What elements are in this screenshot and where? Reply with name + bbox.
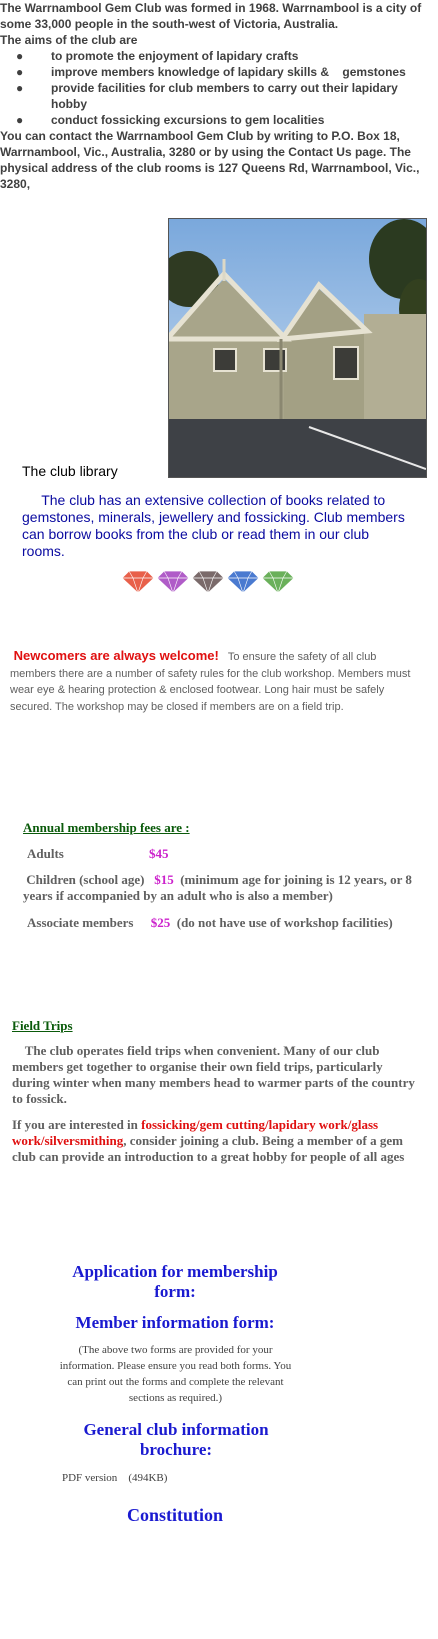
gem-icon bbox=[262, 571, 294, 593]
bullet-icon: ● bbox=[16, 49, 24, 63]
newcomers-highlight: Newcomers are always welcome! bbox=[13, 648, 219, 663]
gem-divider bbox=[120, 569, 300, 595]
intro-paragraph: The Warrnambool Gem Club was formed in 1968. Warrnambool is a city of some 33,000 people in the south-west of Victoria, Australia. bbox=[0, 1, 422, 31]
gem-icons bbox=[120, 569, 300, 595]
newcomers-text: To ensure the safety of all club members there are a number of safety rules for the club workshop. Members must wear eye & hearing protection & enclosed footwear. Long hair must be safely secured. The workshop may be closed if members are on a field trip. bbox=[10, 651, 411, 713]
aim-item: ● improve members knowledge of lapidary skills & gemstones bbox=[16, 65, 406, 79]
fee-children: Children (school age) $15 (minimum age for joining is 12 years, or 8 years if accompanied by an adult who is also a member) bbox=[23, 872, 412, 903]
gem-icon bbox=[122, 571, 154, 593]
field-trips-title: Field Trips bbox=[12, 1018, 73, 1033]
aim-item: ● to promote the enjoyment of lapidary crafts bbox=[16, 49, 299, 63]
fees-title: Annual membership fees are : bbox=[23, 820, 190, 835]
application-form-link[interactable]: Application for membership form: bbox=[72, 1262, 278, 1301]
fee-adults: Adults $45 bbox=[27, 846, 169, 861]
fee-associate: Associate members $25 (do not have use of workshop facilities) bbox=[27, 915, 393, 930]
gem-icon bbox=[157, 571, 189, 593]
brochure-heading: General club information brochure: bbox=[83, 1420, 269, 1459]
library-text: The club has an extensive collection of books related to gemstones, minerals, jewellery and fossicking. Club members can borrow books from the club or read them in our club rooms. bbox=[22, 492, 405, 559]
aim-item: ● provide facilities for club members to carry out their lapidary hobby bbox=[16, 81, 398, 111]
constitution-link[interactable]: Constitution bbox=[126, 1505, 224, 1525]
contact-paragraph: You can contact the Warrnambool Gem Club by writing to P.O. Box 18, Warrnambool, Vic., Australia, 3280 or by using the Contact Us page. The physical address of the club rooms is 127 Queens Rd, Warrnambool, Vic., 3280, bbox=[0, 129, 420, 191]
intro-section bbox=[0, 0, 436, 192]
club-building-image bbox=[169, 219, 426, 477]
aims-list bbox=[0, 48, 436, 128]
forms-note: (The above two forms are provided for your information. Please ensure you read both forms. You can print out the forms and complete the relevant sections as required.) bbox=[59, 1344, 292, 1404]
gem-icon bbox=[192, 571, 224, 593]
field-trips-text: The club operates field trips when convenient. Many of our club members get together to organise their own field trips, particularly during winter when many members head to warmer parts of the country to fossick. If you are interested in fossicking/gem cutting/lapidary work/glass work/silversmithing, consider joining a club. Being a member of a gem club can provide an introduction to a great hobby for people of all ages bbox=[12, 1043, 415, 1164]
member-info-form-link[interactable]: Member information form: bbox=[75, 1313, 275, 1332]
aim-item: ● conduct fossicking excursions to gem localities bbox=[16, 113, 325, 127]
library-title: The club library bbox=[22, 463, 118, 479]
gem-icon bbox=[227, 571, 259, 593]
aims-heading: The aims of the club are bbox=[0, 33, 138, 47]
club-building-photo bbox=[168, 218, 427, 478]
newcomers-section bbox=[10, 648, 420, 715]
pdf-version-link[interactable]: PDF version (494KB) bbox=[62, 1472, 168, 1484]
bullet-icon: ● bbox=[16, 113, 24, 127]
bullet-icon: ● bbox=[16, 65, 24, 79]
bullet-icon: ● bbox=[16, 81, 24, 95]
